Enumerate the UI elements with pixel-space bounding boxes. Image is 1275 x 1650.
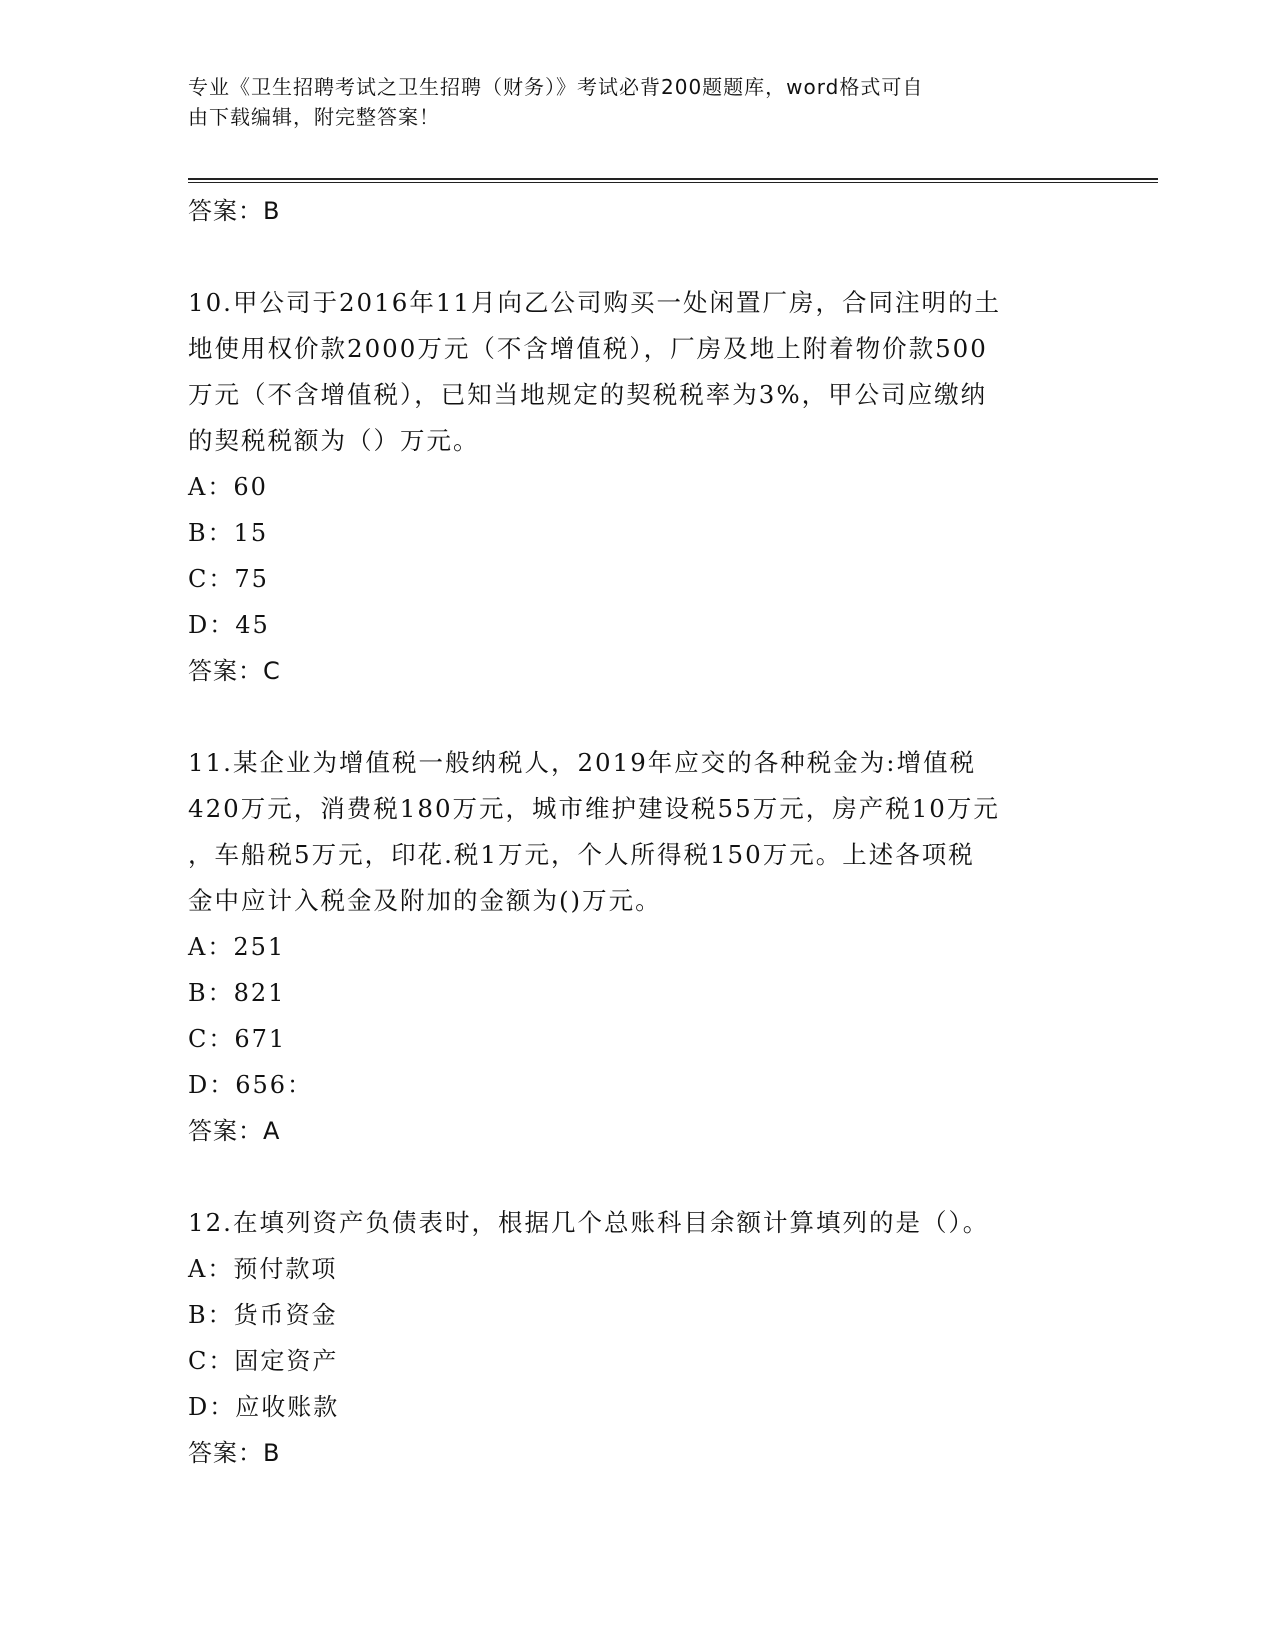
question-stem: [188, 740, 1078, 924]
option-a: A：251: [188, 933, 286, 961]
stem-line: 420万元，消费税180万元，城市维护建设税55万元，房产税10万元: [188, 794, 1000, 823]
header-divider: [188, 178, 1158, 180]
stem-line: 10.甲公司于2016年11月向乙公司购买一处闲置厂房，合同注明的土: [188, 288, 1001, 317]
question-block: [188, 740, 1088, 1154]
option-d: D：应收账款: [188, 1393, 340, 1421]
stem-line: 金中应计入税金及附加的金额为()万元。: [188, 886, 662, 915]
option-b: B：821: [188, 979, 286, 1007]
header-line-2: 由下载编辑，附完整答案！: [188, 105, 440, 129]
option-c: C：75: [188, 565, 269, 593]
stem-line: 地使用权价款2000万元（不含增值税），厂房及地上附着物价款500: [188, 334, 988, 363]
option-a: A：预付款项: [188, 1255, 338, 1283]
question-block: [188, 1200, 1088, 1476]
header-divider-thin: [188, 182, 1158, 183]
stem-line: 的契税税额为（）万元。: [188, 426, 480, 455]
answer-line: 答案：B: [188, 197, 281, 225]
option-b: B：货币资金: [188, 1301, 338, 1329]
page-header: [188, 72, 1068, 132]
question-stem: [188, 280, 1078, 464]
stem-line: 11.某企业为增值税一般纳税人，2019年应交的各种税金为:增值税: [188, 748, 977, 777]
answer-line: 答案：C: [188, 657, 281, 685]
answer-line: 答案：A: [188, 1117, 281, 1145]
option-c: C：671: [188, 1025, 287, 1053]
stem-line: 万元（不含增值税），已知当地规定的契税税率为3%，甲公司应缴纳: [188, 380, 988, 409]
option-d: D：656：: [188, 1071, 314, 1099]
stem-line: 12.在填列资产负债表时，根据几个总账科目余额计算填列的是（）。: [188, 1208, 990, 1237]
option-d: D：45: [188, 611, 270, 639]
question-block: [188, 280, 1088, 694]
question-list: [188, 188, 1088, 1476]
option-c: C：固定资产: [188, 1347, 339, 1375]
option-a: A：60: [188, 473, 268, 501]
header-line-1: 专业《卫生招聘考试之卫生招聘（财务）》考试必背200题题库，word格式可自: [188, 75, 924, 99]
answer-line: 答案：B: [188, 1439, 281, 1467]
question-stem: [188, 1200, 1078, 1246]
stem-line: ，车船税5万元，印花.税1万元，个人所得税150万元。上述各项税: [188, 840, 975, 869]
option-b: B：15: [188, 519, 269, 547]
